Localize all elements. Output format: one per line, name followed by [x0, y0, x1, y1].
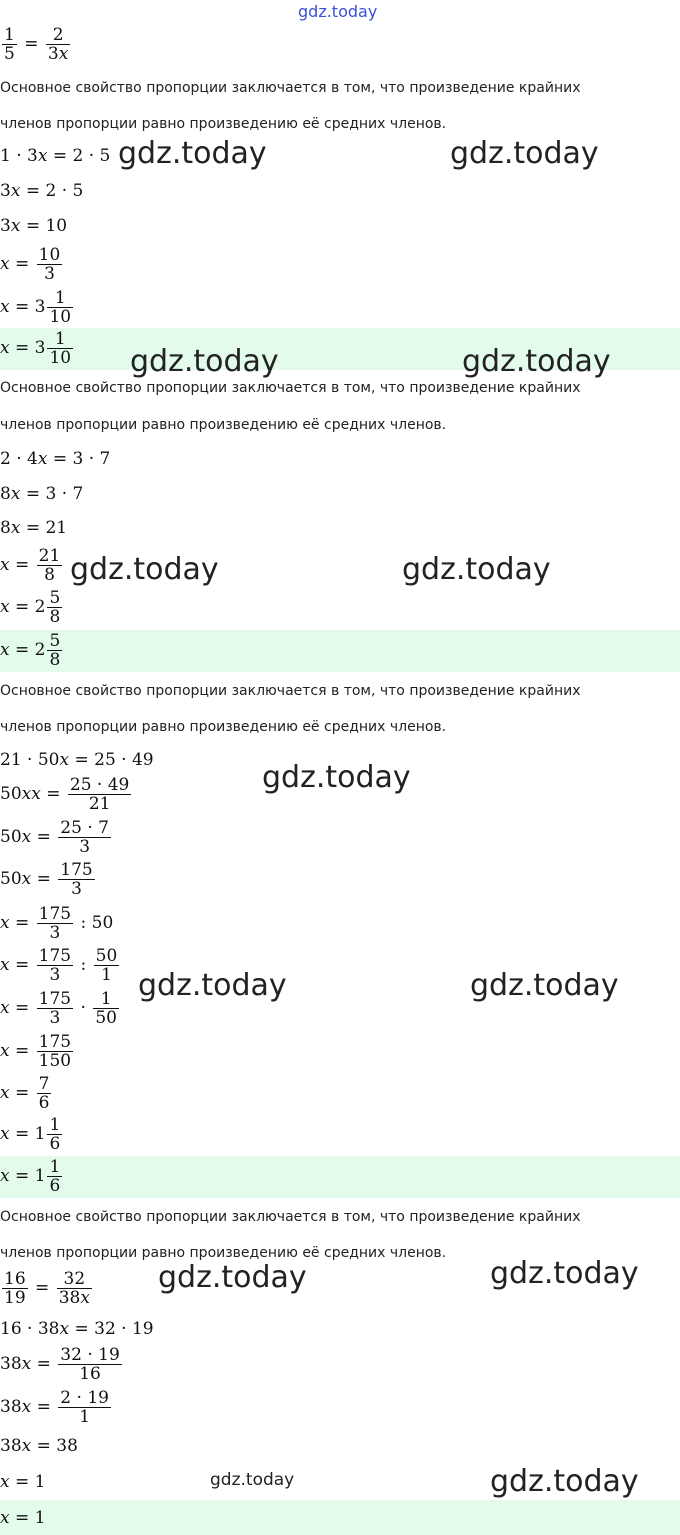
math-step: 50x = $\frac{175}{3}$ — [0, 860, 93, 899]
answer: x = 2 $\frac{5}{8}$ — [0, 631, 61, 670]
math-step: x = $\frac{175}{3}$ · $\frac{1}{50}$ — [0, 989, 117, 1028]
watermark: gdz.today — [158, 1260, 307, 1295]
watermark: gdz.today — [130, 344, 279, 379]
property-text: Основное свойство пропорции заключается в том, что произведение крайних — [0, 380, 581, 396]
watermark: gdz.today — [470, 968, 619, 1003]
math-step: $\frac{16}{19}$ = $\frac{32}{38x}$ — [4, 1269, 90, 1308]
math-step: x = 3 $\frac{1}{10}$ — [0, 288, 72, 327]
math-step: x = $\frac{7}{6}$ — [0, 1074, 50, 1113]
math-step: 2 · 4x = 3 · 7 — [0, 449, 111, 469]
watermark: gdz.today — [402, 552, 551, 587]
property-text: Основное свойство пропорции заключается в том, что произведение крайних — [0, 1209, 581, 1225]
math-step: x = 1 — [0, 1472, 46, 1492]
property-text: Основное свойство пропорции заключается в том, что произведение крайних — [0, 80, 581, 96]
answer: x = 3 $\frac{1}{10}$ — [0, 329, 72, 368]
math-step: 8x = 3 · 7 — [0, 484, 84, 504]
math-step: $\frac{1}{5}$ = $\frac{2}{3x}$ — [4, 25, 69, 64]
math-step: 1 · 3x = 2 · 5 — [0, 146, 111, 166]
property-text: членов пропорции равно произведению её средних членов. — [0, 417, 447, 433]
math-step: 50x = $\frac{25 \cdot 7}{3}$ — [0, 818, 109, 857]
math-step: 8x = 21 — [0, 518, 68, 538]
math-step: 38x = $\frac{2 \cdot 19}{1}$ — [0, 1388, 109, 1427]
math-step: x = 2 $\frac{5}{8}$ — [0, 588, 61, 627]
watermark: gdz.today — [450, 136, 599, 171]
watermark: gdz.today — [490, 1464, 639, 1499]
math-step: x = $\frac{175}{3}$ : $\frac{50}{1}$ — [0, 946, 118, 985]
math-step: x = $\frac{21}{8}$ — [0, 546, 61, 585]
watermark: gdz.today — [298, 2, 378, 21]
answer-band-4 — [0, 1500, 680, 1535]
watermark: gdz.today — [70, 552, 219, 587]
math-step: x = $\frac{10}{3}$ — [0, 245, 61, 284]
math-step: 50xx = $\frac{25 \cdot 49}{21}$ — [0, 775, 130, 814]
answer-band-3 — [0, 1156, 680, 1198]
math-step: 21 · 50x = 25 · 49 — [0, 750, 154, 770]
watermark: gdz.today — [138, 968, 287, 1003]
property-text: членов пропорции равно произведению её средних членов. — [0, 1245, 447, 1261]
watermark: gdz.today — [262, 760, 411, 795]
property-text: членов пропорции равно произведению её средних членов. — [0, 116, 447, 132]
answer: x = 1 — [0, 1508, 46, 1528]
watermark: gdz.today — [462, 344, 611, 379]
math-step: 38x = $\frac{32 \cdot 19}{16}$ — [0, 1345, 120, 1384]
answer: x = 1 $\frac{1}{6}$ — [0, 1157, 61, 1196]
math-step: x = $\frac{175}{150}$ — [0, 1032, 72, 1071]
property-text: Основное свойство пропорции заключается в том, что произведение крайних — [0, 683, 581, 699]
watermark: gdz.today — [118, 136, 267, 171]
property-text: членов пропорции равно произведению её средних членов. — [0, 719, 447, 735]
math-step: 38x = 38 — [0, 1436, 78, 1456]
answer-band-2 — [0, 630, 680, 672]
math-step: x = $\frac{175}{3}$ : 50 — [0, 904, 114, 943]
math-step: x = 1 $\frac{1}{6}$ — [0, 1115, 61, 1154]
watermark: gdz.today — [210, 1470, 295, 1490]
math-step: 3x = 2 · 5 — [0, 181, 84, 201]
watermark: gdz.today — [490, 1256, 639, 1291]
math-step: 3x = 10 — [0, 216, 68, 236]
math-step: 16 · 38x = 32 · 19 — [0, 1319, 154, 1339]
